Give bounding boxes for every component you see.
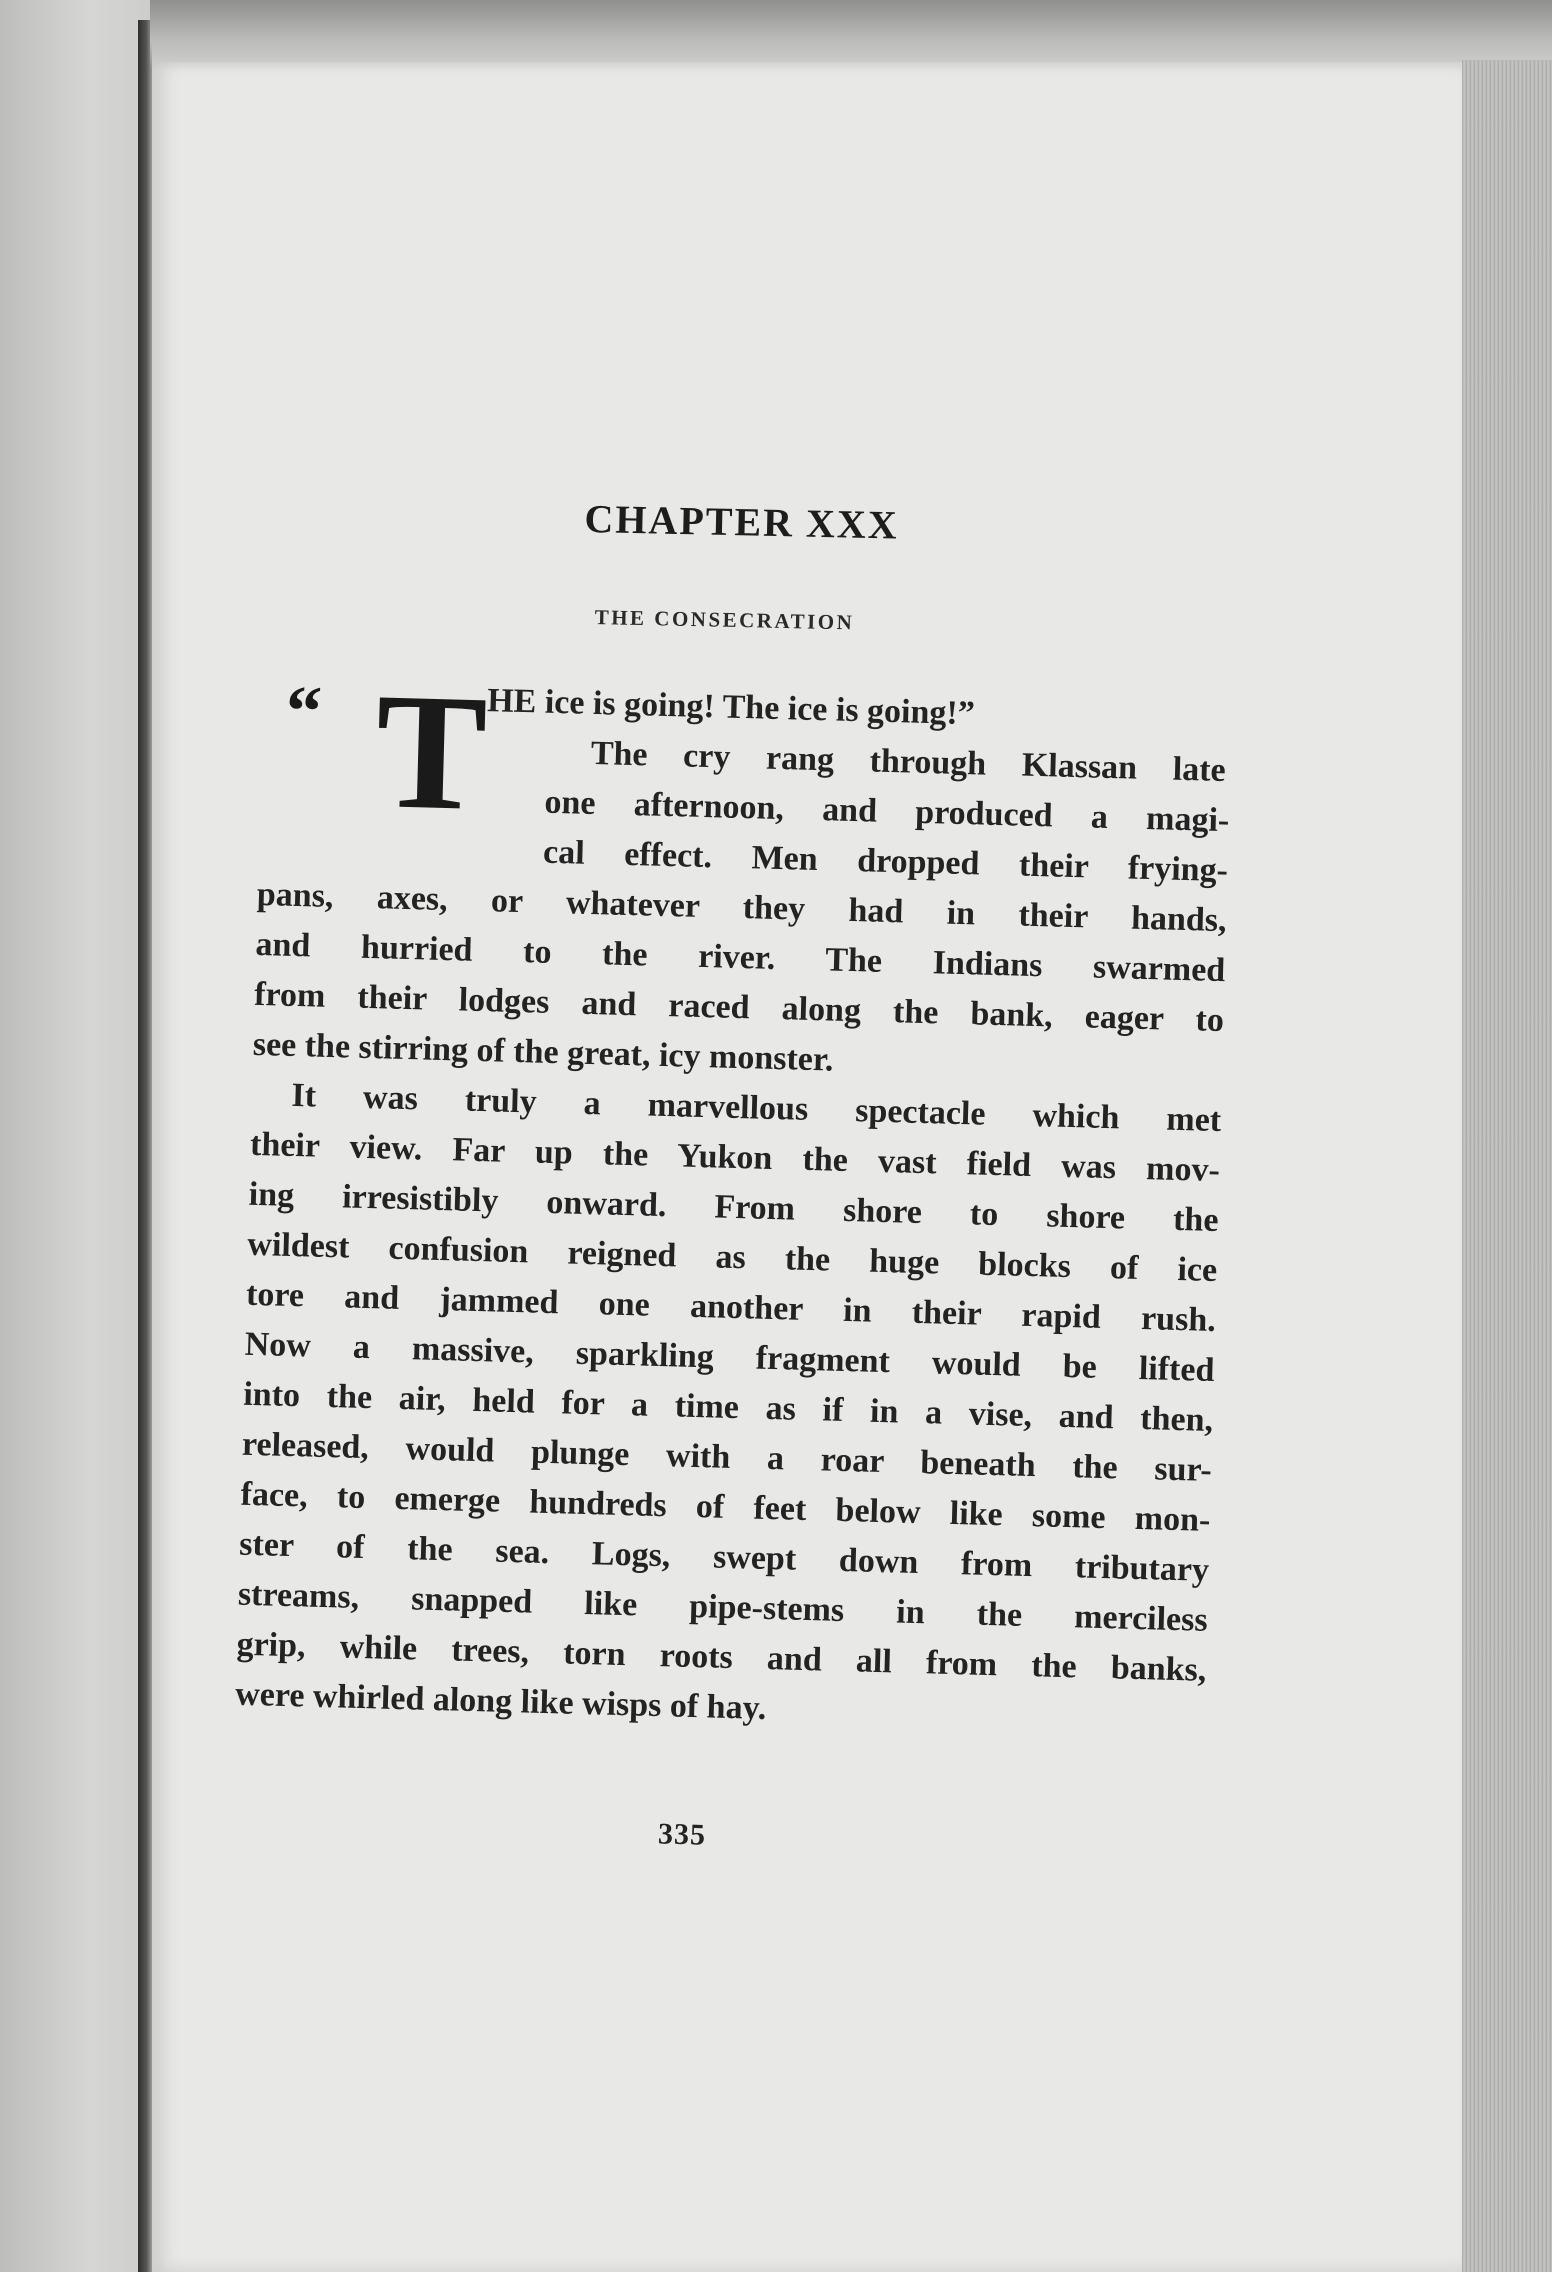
text-line: one afternoon, and produced a magi- — [544, 783, 1230, 840]
text-line: pans, axes, or whatever they had in their hands, — [256, 875, 1228, 940]
top-shadow — [150, 0, 1552, 70]
text-line: The cry rang through Klassan late — [590, 734, 1227, 790]
facing-page-edge — [0, 0, 150, 2272]
page-number: 335 — [657, 1817, 707, 1852]
dropcap-quote: “ — [284, 670, 323, 752]
text-line: grip, while trees, torn roots and all from the banks, — [236, 1625, 1207, 1689]
text-line: streams, snapped like pipe-stems in the merciless — [237, 1575, 1209, 1639]
text-line: wildest confusion reigned as the huge blocks of ice — [246, 1225, 1218, 1290]
page-stack-edge — [1462, 60, 1552, 2272]
text-line: were whirled along like wisps of hay. — [234, 1675, 767, 1727]
text-line: ing irresistibly onward. From shore to shore the — [248, 1175, 1219, 1240]
book-spine — [138, 20, 152, 2272]
chapter-subtitle: THE CONSECRATION — [594, 605, 855, 635]
text-line: their view. Far up the Yukon the vast field was mov- — [249, 1125, 1221, 1190]
text-line: released, would plunge with a roar beneath the sur- — [241, 1425, 1213, 1489]
text-line: see the stirring of the great, icy monster. — [252, 1025, 834, 1079]
text-line: tore and jammed one another in their rapid rush. — [245, 1275, 1217, 1340]
text-line: into the air, held for a time as if in a vise, and then, — [242, 1375, 1214, 1439]
text-line: cal effect. Men dropped their frying- — [542, 833, 1229, 890]
text-line: ster of the sea. Logs, swept down from tributary — [238, 1525, 1210, 1589]
text-line: It was truly a marvellous spectacle which met — [291, 1076, 1222, 1140]
text-line: from their lodges and raced along the bank, eager to — [253, 975, 1225, 1040]
chapter-title: CHAPTER XXX — [584, 495, 900, 548]
dropcap-letter: T — [373, 658, 490, 846]
text-line: Now a massive, sparkling fragment would be lifted — [244, 1325, 1215, 1389]
text-line: face, to emerge hundreds of feet below like some mon- — [240, 1475, 1211, 1539]
text-line: and hurried to the river. The Indians swarmed — [255, 925, 1226, 990]
text-line: HE ice is going! The ice is going!” — [486, 682, 976, 733]
